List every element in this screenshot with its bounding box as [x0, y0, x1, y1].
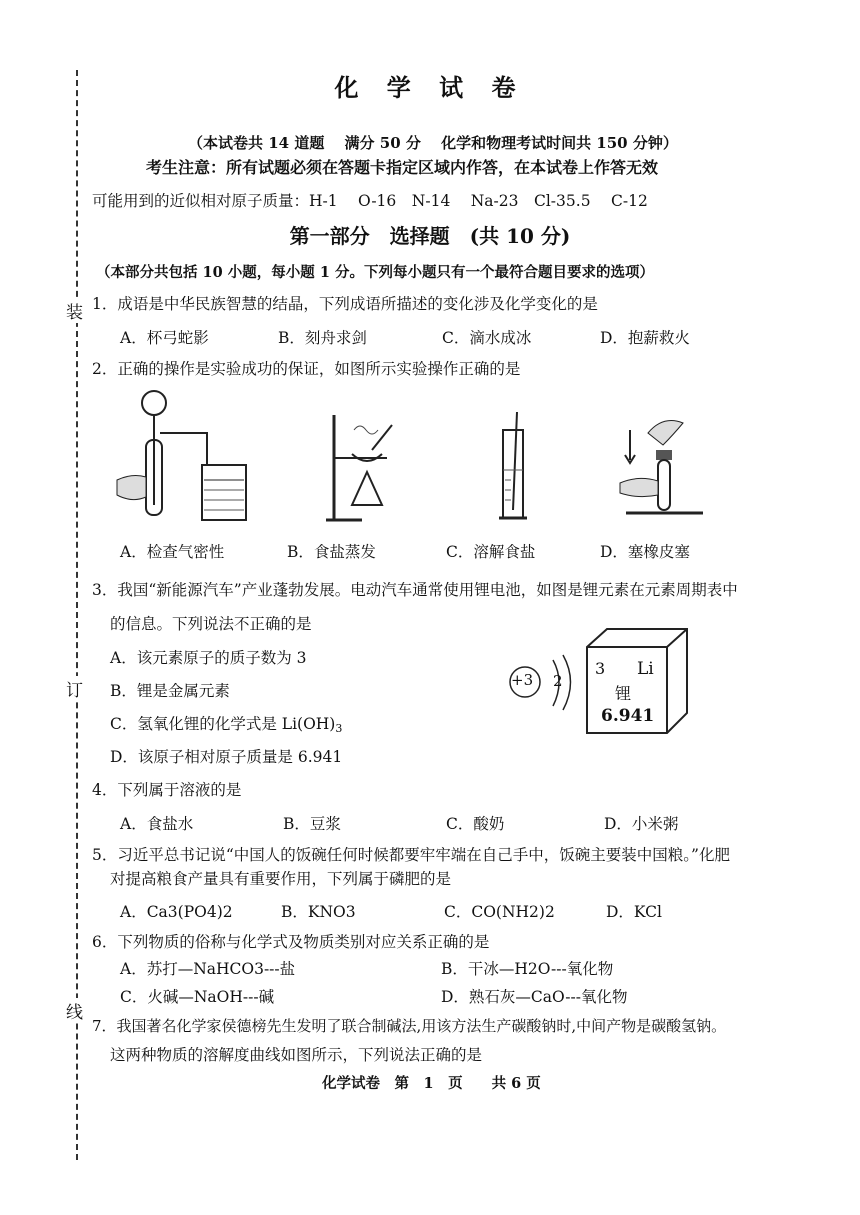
q2-option-c: C．溶解食盐 — [446, 543, 536, 561]
q5-option-a: A．Ca3(PO4)2 — [120, 903, 233, 921]
atom-shell-electrons: 2 — [553, 672, 563, 690]
q3-stem-line1: 3．我国“新能源汽车”产业蓬勃发展。电动汽车通常使用锂电池，如图是锂元素在元素周期表中 — [92, 581, 738, 599]
page-footer: 化学试卷 第 1 页 共 6 页 — [322, 1075, 541, 1092]
q7-stem-line1: 7．我国著名化学家侯德榜先生发明了联合制碱法,用该方法生产碳酸钠时,中间产物是碳酸氢钠。 — [92, 1017, 727, 1035]
q3-option-a: A．该元素原子的质子数为 3 — [110, 649, 307, 667]
q5-option-c: C．CO(NH2)2 — [444, 903, 555, 921]
q6-option-a: A．苏打—NaHCO3---盐 — [120, 960, 296, 978]
q1-option-b: B．刻舟求剑 — [278, 329, 367, 347]
q1-option-a: A．杯弓蛇影 — [120, 329, 209, 347]
exam-info: （本试卷共 14 道题 满分 50 分 化学和物理考试时间共 150 分钟） — [188, 134, 678, 152]
atom-structure-diagram — [505, 650, 585, 720]
q3-option-c-subscript: 3 — [335, 722, 343, 735]
page-title: 化 学 试 卷 — [334, 73, 526, 102]
figure-airtight-check — [112, 385, 252, 530]
figure-evaporation — [322, 410, 402, 530]
element-name: 锂 — [615, 684, 632, 703]
q7-stem-line2: 这两种物质的溶解度曲线如图所示，下列说法正确的是 — [110, 1046, 483, 1064]
q2-option-b: B．食盐蒸发 — [287, 543, 376, 561]
periodic-table-cell — [585, 627, 690, 735]
q1-option-c: C．滴水成冰 — [442, 329, 532, 347]
q4-option-a: A．食盐水 — [120, 815, 194, 833]
q4-stem: 4．下列属于溶液的是 — [92, 781, 242, 799]
q3-option-b: B．锂是金属元素 — [110, 682, 230, 700]
q5-option-b: B．KNO3 — [281, 903, 356, 921]
q6-stem: 6．下列物质的俗称与化学式及物质类别对应关系正确的是 — [92, 933, 490, 951]
element-atomic-number: 3 — [595, 659, 606, 678]
q5-stem-line2: 对提高粮食产量具有重要作用，下列属于磷肥的是 — [110, 870, 452, 888]
section-title: 第一部分 选择题 (共 10 分) — [289, 224, 571, 248]
q2-option-a: A．检查气密性 — [120, 543, 225, 561]
figure-rubber-stopper — [618, 415, 708, 520]
atom-nucleus-charge: +3 — [511, 671, 534, 689]
section-note: （本部分共包括 10 小题，每小题 1 分。下列每小题只有一个最符合题目要求的选项） — [96, 264, 654, 281]
q6-option-c: C．火碱—NaOH---碱 — [120, 988, 275, 1006]
q5-option-d: D．KCl — [606, 903, 662, 921]
q1-stem: 1．成语是中华民族智慧的结晶，下列成语所描述的变化涉及化学变化的是 — [92, 295, 598, 313]
q5-stem-line1: 5．习近平总书记说“中国人的饭碗任何时候都要牢牢端在自己手中，饭碗主要装中国粮。”化肥 — [92, 846, 730, 864]
q1-option-d: D．抱薪救火 — [600, 329, 690, 347]
q4-option-d: D．小米粥 — [604, 815, 679, 833]
q4-option-c: C．酸奶 — [446, 815, 505, 833]
exam-notice: 考生注意：所有试题必须在答题卡指定区域内作答，在本试卷上作答无效 — [146, 158, 659, 177]
binding-char-xian: 线 — [66, 998, 83, 1023]
binding-char-ding: 订 — [66, 676, 83, 701]
q3-stem-line2: 的信息。下列说法不正确的是 — [110, 615, 312, 633]
atomic-masses: 可能用到的近似相对原子质量：H-1 O-16 N-14 Na-23 Cl-35.5 C-12 — [92, 192, 648, 210]
figure-graduated-cylinder — [495, 410, 535, 525]
binding-char-zhuang: 装 — [66, 298, 83, 323]
q3-option-d: D．该原子相对原子质量是 6.941 — [110, 748, 343, 766]
q2-option-d: D．塞橡皮塞 — [600, 543, 690, 561]
element-symbol: Li — [637, 659, 654, 679]
element-mass: 6.941 — [601, 706, 655, 726]
q2-stem: 2．正确的操作是实验成功的保证，如图所示实验操作正确的是 — [92, 360, 521, 378]
q4-option-b: B．豆浆 — [283, 815, 341, 833]
q6-option-b: B．干冰—H2O---氧化物 — [441, 960, 614, 978]
q3-option-c — [110, 712, 342, 735]
q3-option-c-text: C．氢氧化锂的化学式是 Li(OH) — [110, 715, 336, 733]
q6-option-d: D．熟石灰—CaO---氧化物 — [441, 988, 628, 1006]
